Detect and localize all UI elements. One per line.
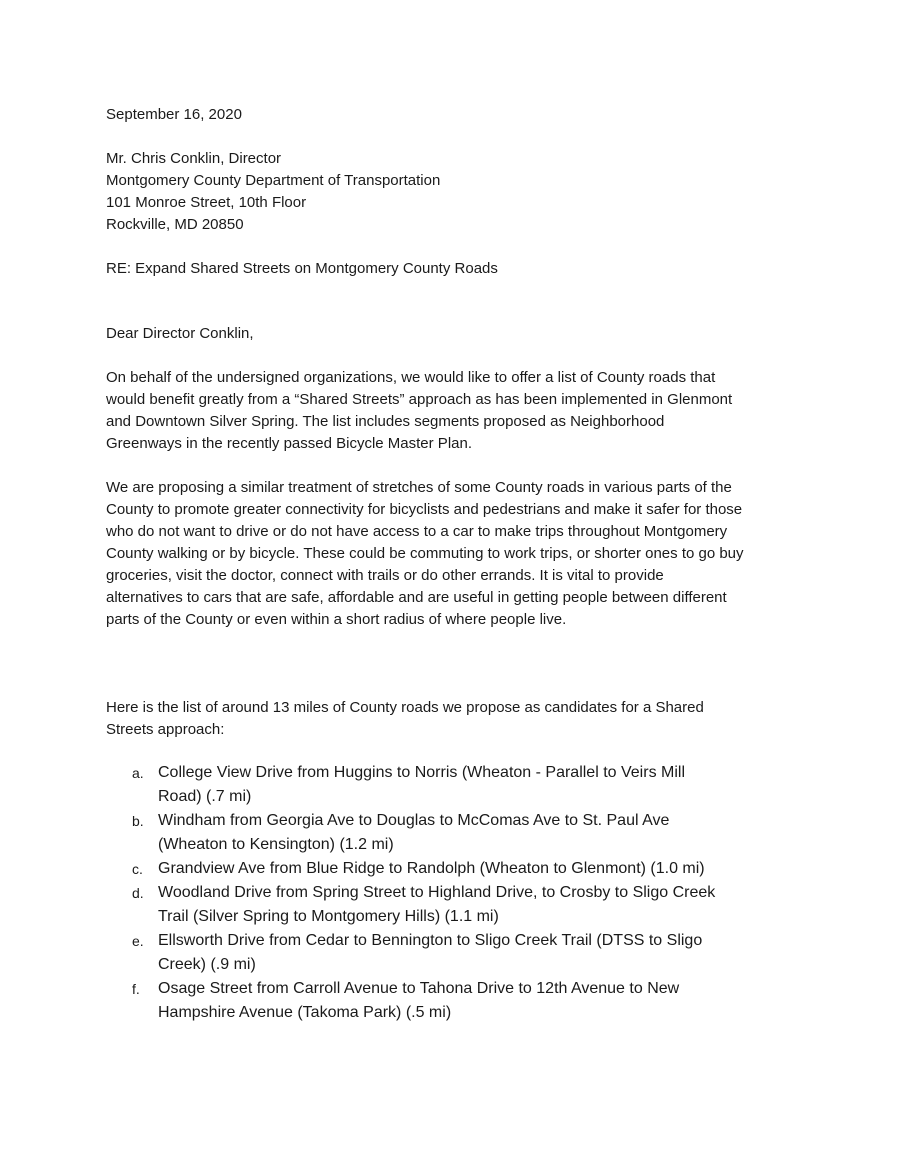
paragraph-line: who do not want to drive or do not have access to a car to make trips throughout Montgomery [106,523,728,540]
paragraph-intro [106,367,796,455]
paragraph-line: would benefit greatly from a “Shared Streets” approach as has been implemented in Glenmont [106,391,733,408]
list-item-line: Osage Street from Carroll Avenue to Tahona Drive to 12th Avenue to New [158,980,680,997]
list-item [106,857,796,881]
list-marker: d. [132,885,144,901]
list-marker: a. [132,765,144,781]
paragraph-line: parts of the County or even within a short radius of where people live. [106,611,567,628]
paragraph-line: Greenways in the recently passed Bicycle Master Plan. [106,435,472,452]
list-item-line: Woodland Drive from Spring Street to Highland Drive, to Crosby to Sligo Creek [158,884,716,901]
paragraph-proposal [106,477,796,631]
paragraph-line: Here is the list of around 13 miles of County roads we propose as candidates for a Shared [106,699,704,716]
recipient-address [106,148,796,236]
list-item [106,929,796,977]
road-list [106,761,796,1025]
paragraph-line: County to promote greater connectivity for bicyclists and pedestrians and make it safer for those [106,501,743,518]
list-marker: b. [132,813,144,829]
list-item-line: Creek) (.9 mi) [158,956,256,973]
subject-line: RE: Expand Shared Streets on Montgomery County Roads [106,260,498,277]
list-item [106,809,796,857]
address-line: Montgomery County Department of Transportation [106,172,441,189]
list-item-line: Windham from Georgia Ave to Douglas to McComas Ave to St. Paul Ave [158,812,670,829]
list-item-line: Grandview Ave from Blue Ridge to Randolph (Wheaton to Glenmont) (1.0 mi) [158,860,705,877]
list-item [106,761,796,809]
list-item [106,977,796,1025]
list-intro [106,697,796,741]
list-item-line: (Wheaton to Kensington) (1.2 mi) [158,836,394,853]
address-line: 101 Monroe Street, 10th Floor [106,194,307,211]
paragraph-line: Streets approach: [106,721,225,738]
paragraph-line: and Downtown Silver Spring. The list includes segments proposed as Neighborhood [106,413,665,430]
letter-page [106,104,796,1025]
salutation: Dear Director Conklin, [106,325,254,342]
paragraph-line: groceries, visit the doctor, connect with trails or do other errands. It is vital to provide [106,567,664,584]
list-item-line: Road) (.7 mi) [158,788,252,805]
list-item-line: Ellsworth Drive from Cedar to Bennington to Sligo Creek Trail (DTSS to Sligo [158,932,703,949]
list-item-line: Trail (Silver Spring to Montgomery Hills) (1.1 mi) [158,908,499,925]
list-marker: f. [132,981,140,997]
letter-date: September 16, 2020 [106,106,242,123]
paragraph-line: alternatives to cars that are safe, affordable and are useful in getting people between different [106,589,727,606]
paragraph-line: On behalf of the undersigned organizations, we would like to offer a list of County roads that [106,369,716,386]
list-item-line: Hampshire Avenue (Takoma Park) (.5 mi) [158,1004,452,1021]
list-item-line: College View Drive from Huggins to Norris (Wheaton - Parallel to Veirs Mill [158,764,685,781]
address-line: Rockville, MD 20850 [106,216,244,233]
paragraph-line: County walking or by bicycle. These could be commuting to work trips, or shorter ones to go buy [106,545,744,562]
address-line: Mr. Chris Conklin, Director [106,150,282,167]
paragraph-line: We are proposing a similar treatment of stretches of some County roads in various parts of the [106,479,732,496]
list-marker: e. [132,933,144,949]
list-item [106,881,796,929]
list-marker: c. [132,861,143,877]
